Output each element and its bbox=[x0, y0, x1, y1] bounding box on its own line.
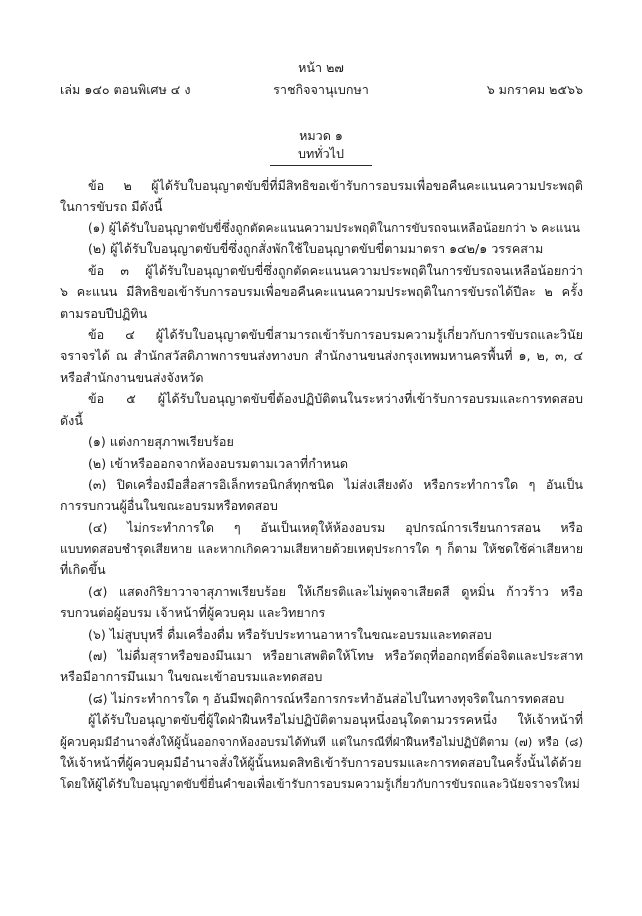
clause-5-item-5-line-2: รบกวนต่อผู้อบรม เจ้าหน้าที่ผู้ควบคุม และวิทยากร bbox=[60, 605, 326, 620]
paragraph-line-3: ให้เจ้าหน้าที่ผู้ควบคุมมีอำนาจสั่งให้ผู้นั้นหมดสิทธิเข้ารับการอบรมและการทดสอบในครั้งนั้นได้ด้วย bbox=[60, 755, 582, 770]
clause-5-item-3-line-2: การรบกวนผู้อื่นในขณะอบรมหรือทดสอบ bbox=[60, 498, 278, 513]
paragraph-line-1: ผู้ได้รับใบอนุญาตขับขี่ผู้ใดฝ่าฝืนหรือไม่ปฏิบัติตามอนุหนึ่งอนุใดตามวรรคหนึ่ง ให้เจ้าหน้าที่ bbox=[88, 712, 583, 727]
clause-5-item-4-line-1: (๔) ไม่กระทำการใด ๆ อันเป็นเหตุให้ห้องอบรม อุปกรณ์การเรียนการสอน หรือ bbox=[88, 520, 583, 535]
clause-5-item-8: (๘) ไม่กระทำการใด ๆ อันมีพฤติการณ์หรือการกระทำอันส่อไปในทางทุจริตในการทดสอบ bbox=[88, 691, 565, 706]
chapter-title: บททั่วไป bbox=[298, 146, 344, 161]
clause-4-line-1: ข้อ ๔ ผู้ได้รับใบอนุญาตขับขี่สามารถเข้ารับการอบรมความรู้เกี่ยวกับการขับรถและวินัย bbox=[88, 327, 583, 342]
clause-4-line-3: หรือสำนักงานขนส่งจังหวัด bbox=[60, 370, 204, 385]
clause-3-line-3: ตามรอบปีปฏิทิน bbox=[60, 306, 148, 321]
clause-5-line-1: ข้อ ๕ ผู้ได้รับใบอนุญาตขับขี่ต้องปฏิบัติตนในระหว่างที่เข้ารับการอบรมและการทดสอบ bbox=[88, 391, 583, 406]
chapter-number: หมวด ๑ bbox=[299, 128, 343, 143]
clause-5-item-1: (๑) แต่งกายสุภาพเรียบร้อย bbox=[88, 434, 234, 449]
gazette-title: ราชกิจจานุเบกษา bbox=[273, 82, 369, 97]
clause-2-line-1: ข้อ ๒ ผู้ได้รับใบอนุญาตขับขี่ที่มีสิทธิขอเข้ารับการอบรมเพื่อขอคืนคะแนนความประพฤติ bbox=[88, 178, 583, 193]
clause-5-item-4-line-3: ที่เกิดขึ้น bbox=[60, 562, 106, 577]
clause-3-line-2: ๖ คะแนน มีสิทธิขอเข้ารับการอบรมเพื่อขอคืนคะแนนความประพฤติในการขับรถได้ปีละ ๒ ครั้ง bbox=[60, 284, 583, 299]
clause-5-line-2: ดังนี้ bbox=[60, 413, 83, 428]
clause-5-item-3-line-1: (๓) ปิดเครื่องมือสื่อสารอิเล็กทรอนิกส์ทุกชนิด ไม่ส่งเสียงดัง หรือกระทำการใด ๆ อันเป็น bbox=[88, 477, 583, 492]
clause-3-line-1: ข้อ ๓ ผู้ได้รับใบอนุญาตขับขี่ซึ่งถูกตัดคะแนนความประพฤติในการขับรถจนเหลือน้อยกว่า bbox=[88, 263, 583, 278]
clause-5-item-5-line-1: (๕) แสดงกิริยาวาจาสุภาพเรียบร้อย ให้เกียรติและไม่พูดจาเสียดสี ดูหมิ่น ก้าวร้าว หรือ bbox=[88, 584, 583, 599]
paragraph-line-4: โดยให้ผู้ได้รับใบอนุญาตขับขี่ยื่นคำขอเพื่อเข้ารับการอบรมความรู้เกี่ยวกับการขับรถและวินัยจราจรใหม่ bbox=[60, 777, 580, 791]
clause-2-item-1: (๑) ผู้ได้รับใบอนุญาตขับขี่ซึ่งถูกตัดคะแนนความประพฤติในการขับรถจนเหลือน้อยกว่า ๖ คะแนน bbox=[88, 221, 580, 235]
paragraph-line-2: ผู้ควบคุมมีอำนาจสั่งให้ผู้นั้นออกจากห้องอบรมได้ทันที แต่ในกรณีที่ฝ่าฝืนหรือไม่ปฏิบัติตาม (๗) หรือ (๘) bbox=[60, 735, 583, 749]
clause-5-item-7-line-1: (๗) ไม่ดื่มสุราหรือของมึนเมา หรือยาเสพติดให้โทษ หรือวัตถุที่ออกฤทธิ์ต่อจิตและประสาท bbox=[88, 648, 583, 663]
clause-4-line-2: จราจรได้ ณ สำนักสวัสดิภาพการขนส่งทางบก สำนักงานขนส่งกรุงเทพมหานครพื้นที่ ๑, ๒, ๓, ๔ bbox=[60, 348, 583, 363]
clause-2-item-2: (๒) ผู้ได้รับใบอนุญาตขับขี่ซึ่งถูกสั่งพักใช้ใบอนุญาตขับขี่ตามมาตรา ๑๔๒/๑ วรรคสาม bbox=[88, 241, 544, 256]
clause-5-item-2: (๒) เข้าหรือออกจากห้องอบรมตามเวลาที่กำหนด bbox=[88, 456, 349, 471]
volume-info: เล่ม ๑๔๐ ตอนพิเศษ ๔ ง bbox=[60, 82, 191, 97]
chapter-divider bbox=[270, 165, 372, 166]
clause-2-line-2: ในการขับรถ มีดังนี้ bbox=[60, 199, 163, 214]
clause-5-item-6: (๖) ไม่สูบบุหรี่ ดื่มเครื่องดื่ม หรือรับประทานอาหารในขณะอบรมและทดสอบ bbox=[88, 627, 492, 642]
clause-5-item-7-line-2: หรือมีอาการมึนเมา ในขณะเข้าอบรมและทดสอบ bbox=[60, 669, 323, 684]
clause-5-item-4-line-2: แบบทดสอบชำรุดเสียหาย และหากเกิดความเสียหายด้วยเหตุประการใด ๆ ก็ตาม ให้ชดใช้ค่าเสียหาย bbox=[60, 542, 583, 556]
page-number: หน้า ๒๗ bbox=[298, 60, 344, 75]
publication-date: ๖ มกราคม ๒๕๖๖ bbox=[486, 82, 583, 97]
